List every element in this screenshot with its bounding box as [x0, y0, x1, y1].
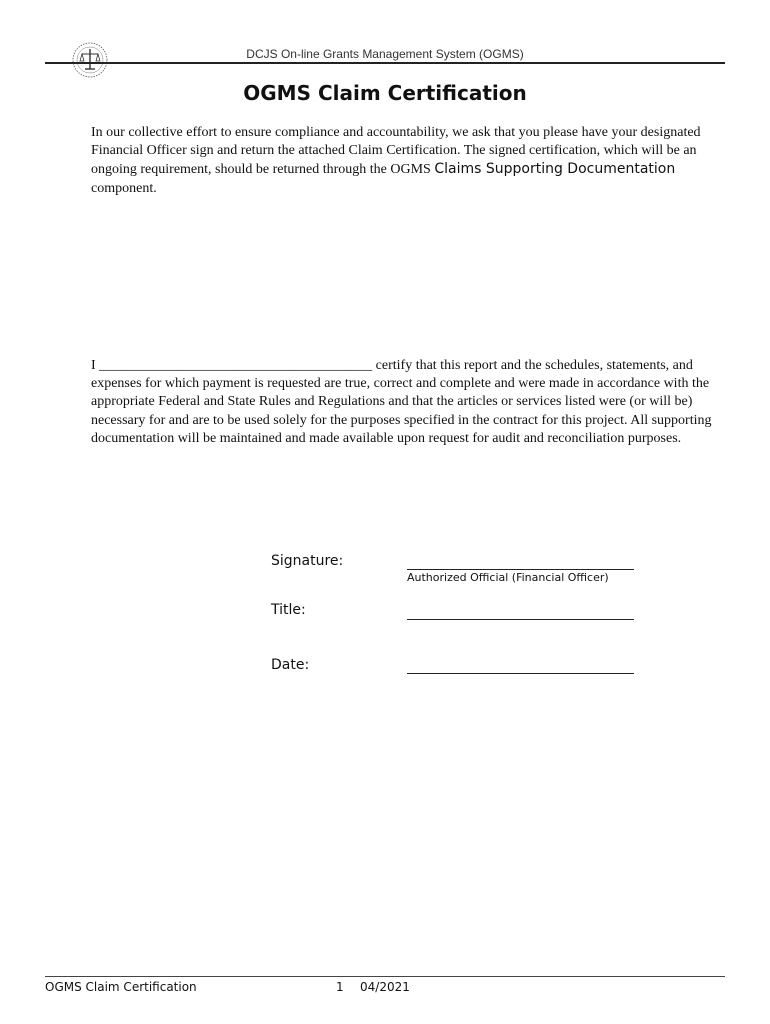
certification-paragraph: I _______________________________________ certify that this report and the schedules, statements, and expenses for which payment is requested are true, correct and complete and were made in accordance with the appropriate Federal and State Rules and Regulations and that the articles or services listed were (or will be) necessary for and are to be used solely for the purposes specified in the contract for this project. All supporting documentation will be maintained and made available upon request for audit and reconciliation purposes.: [91, 358, 712, 446]
footer-divider: [45, 976, 725, 977]
footer-doc-name: OGMS Claim Certification: [45, 980, 197, 994]
date-line[interactable]: [407, 673, 634, 674]
signature-line[interactable]: [407, 569, 634, 570]
footer-page-number: 1: [336, 980, 344, 994]
header-divider: [45, 62, 725, 64]
intro-component-name: Claims Supporting Documentation: [434, 161, 676, 178]
intro-text-start: In our collective effort to ensure compliance and accountability, we ask that you please have your designated Financial Officer sign and return the attached Claim Certification. The signed certification, which will be an ongoing requirement, should be returned through the OGMS: [91, 125, 701, 178]
signature-label: Signature:: [271, 553, 344, 569]
header-system-name: DCJS On-line Grants Management System (OGMS): [246, 47, 524, 61]
title-line[interactable]: [407, 619, 634, 620]
signature-caption: Authorized Official (Financial Officer): [407, 571, 609, 584]
intro-paragraph: [91, 124, 731, 198]
date-label: Date:: [271, 657, 310, 673]
title-label: Title:: [271, 602, 306, 618]
intro-text-end: component.: [91, 180, 157, 196]
document-title: OGMS Claim Certification: [243, 81, 527, 105]
svg-text:· · ·: · · ·: [87, 75, 93, 79]
footer-revision: 04/2021: [360, 980, 410, 994]
